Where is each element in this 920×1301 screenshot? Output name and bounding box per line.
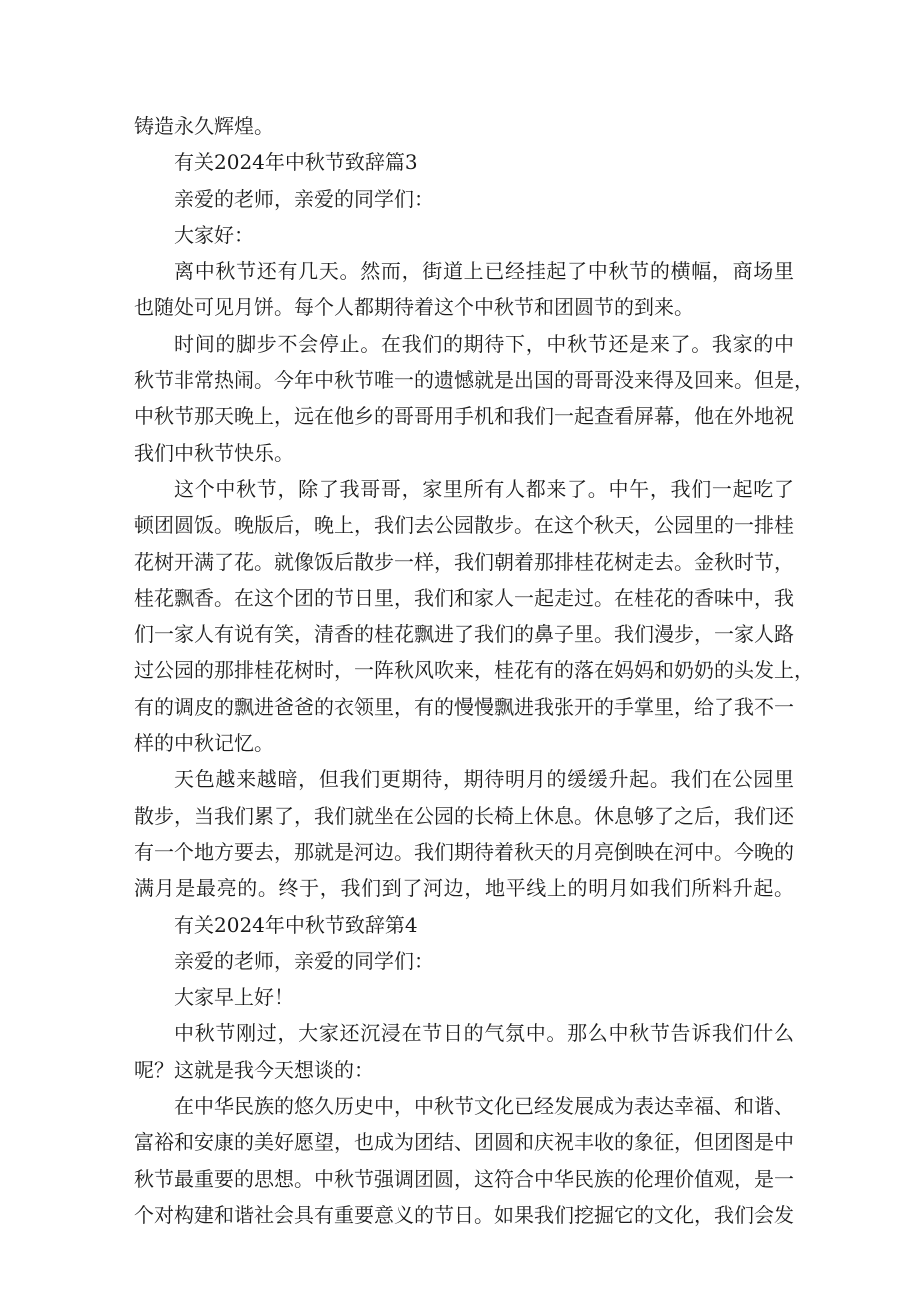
text-line: 天色越来越暗，但我们更期待，期待明月的缓缓升起。我们在公园里 — [174, 767, 794, 792]
text-line: 在中华民族的悠久历史中，中秋节文化已经发展成为表达幸福、和谐、 — [174, 1094, 794, 1119]
text-line: 满月是最亮的。终于，我们到了河边，地平线上的明月如我们所料升起。 — [134, 876, 794, 901]
text-line: 秋节最重要的思想。中秋节强调团圆，这符合中华民族的伦理价值观，是一 — [134, 1166, 794, 1191]
text-line: 花树开满了花。就像饭后散步一样，我们朝着那排桂花树走去。金秋时节， — [134, 549, 794, 574]
text-line: 我们中秋节快乐。 — [134, 440, 294, 465]
text-line: 有的调皮的飘进爸爸的衣领里，有的慢慢飘进我张开的手掌里，给了我不一 — [134, 694, 794, 719]
text-line: 过公园的那排桂花树时，一阵秋风吹来，桂花有的落在妈妈和奶奶的头发上， — [134, 658, 814, 683]
text-line: 样的中秋记忆。 — [134, 731, 274, 756]
text-line: 桂花飘香。在这个团的节日里，我们和家人一起走过。在桂花的香味中，我 — [134, 585, 794, 610]
text-line: 时间的脚步不会停止。在我们的期待下，中秋节还是来了。我家的中 — [174, 331, 794, 356]
text-line: 有一个地方要去，那就是河边。我们期待着秋天的月亮倒映在河中。今晚的 — [134, 839, 794, 864]
text-line: 这个中秋节，除了我哥哥，家里所有人都来了。中午，我们一起吃了 — [174, 476, 794, 501]
text-line: 亲爱的老师，亲爱的同学们： — [174, 948, 434, 973]
text-line: 中秋节刚过，大家还沉浸在节日的气氛中。那么中秋节告诉我们什么 — [174, 1021, 794, 1046]
document-body — [134, 108, 814, 1233]
text-line: 富裕和安康的美好愿望，也成为团结、团圆和庆祝丰收的象征，但团图是中 — [134, 1130, 794, 1155]
text-line: 有关2024年中秋节致辞篇3 — [174, 150, 418, 175]
text-line: 个对构建和谐社会具有重要意义的节日。如果我们挖掘它的文化，我们会发 — [134, 1202, 794, 1227]
text-line: 秋节非常热闹。今年中秋节唯一的遗憾就是出国的哥哥没来得及回来。但是， — [134, 368, 814, 393]
text-line: 大家早上好！ — [174, 985, 294, 1010]
text-line: 离中秋节还有几天。然而，街道上已经挂起了中秋节的横幅，商场里 — [174, 259, 794, 284]
text-line: 们一家人有说有笑，清香的桂花飘进了我们的鼻子里。我们漫步，一家人路 — [134, 622, 794, 647]
text-line: 铸造永久辉煌。 — [134, 114, 274, 138]
text-line: 顿团圆饭。晚版后，晚上，我们去公园散步。在这个秋天，公园里的一排桂 — [134, 513, 794, 538]
text-line: 大家好： — [174, 222, 254, 247]
text-line: 中秋节那天晚上，远在他乡的哥哥用手机和我们一起查看屏幕，他在外地祝 — [134, 404, 794, 429]
text-line: 也随处可见月饼。每个人都期待着这个中秋节和团圆节的到来。 — [134, 295, 694, 320]
text-line: 散步，当我们累了，我们就坐在公园的长椅上休息。休息够了之后，我们还 — [134, 803, 794, 828]
text-line: 亲爱的老师，亲爱的同学们： — [174, 186, 434, 211]
text-line: 有关2024年中秋节致辞第4 — [174, 912, 418, 937]
text-line: 呢？这就是我今天想谈的： — [134, 1057, 374, 1082]
